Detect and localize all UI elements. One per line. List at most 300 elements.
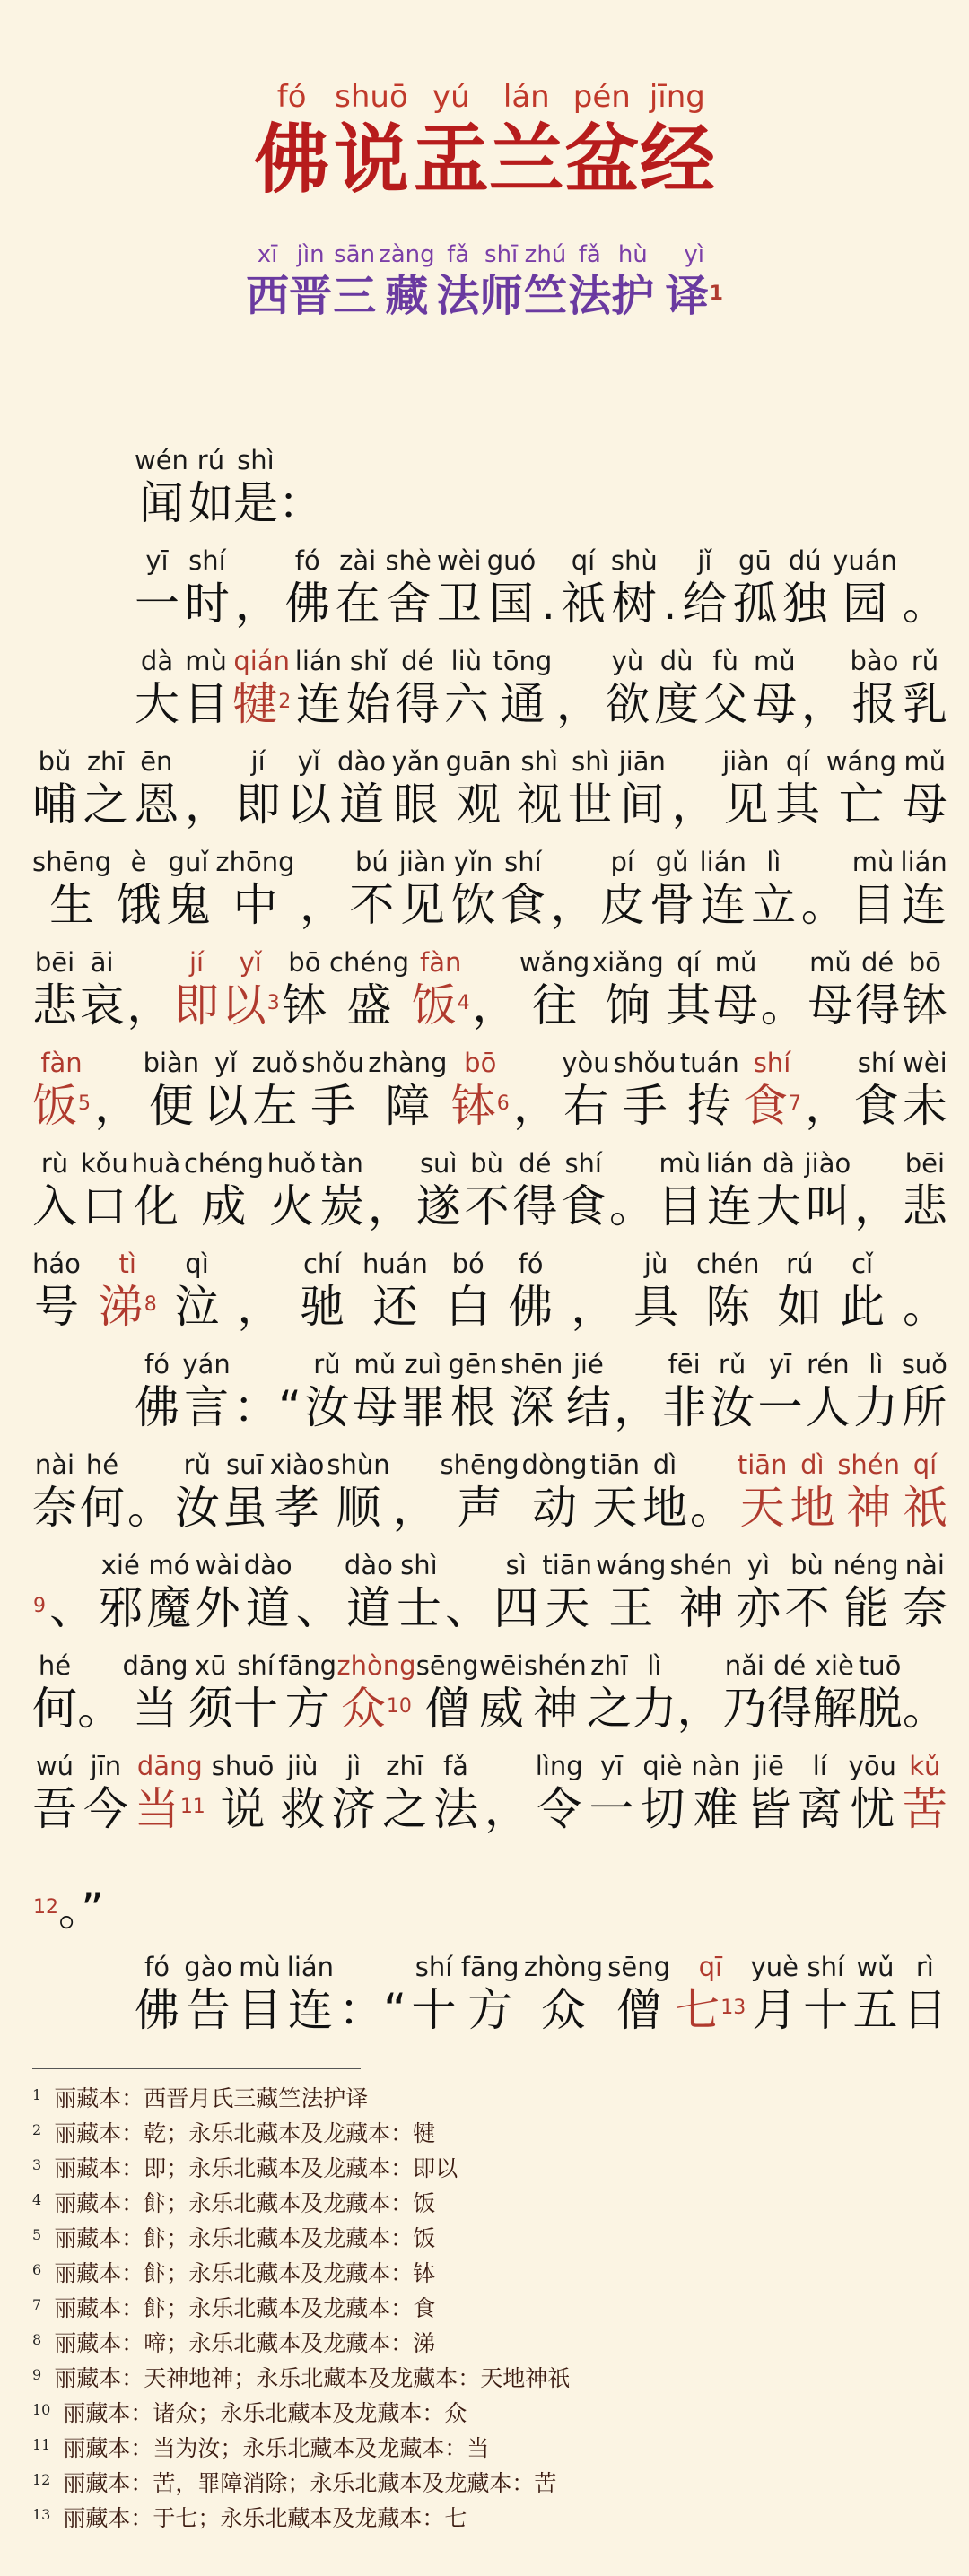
text-char — [472, 947, 517, 1033]
pinyin: guān — [445, 746, 511, 777]
text-char — [650, 847, 694, 933]
text-char — [517, 746, 562, 832]
footnote-marker[interactable]: 12 — [33, 1896, 58, 1919]
text-char — [445, 1550, 490, 1636]
text-char — [691, 1751, 740, 1837]
hanzi: 盂 — [413, 115, 489, 204]
text-char — [855, 947, 900, 1033]
pinyin: yuán — [833, 545, 897, 576]
pinyin: wáng — [596, 1550, 667, 1580]
text-char — [775, 746, 820, 832]
pinyin: gào — [184, 1952, 233, 1982]
text-char — [662, 1349, 707, 1435]
pinyin: wèi — [436, 545, 482, 576]
pinyin: zhī — [590, 1650, 628, 1681]
pinyin: qiè — [642, 1751, 683, 1781]
pinyin: chén — [695, 1249, 760, 1279]
text-char — [853, 1952, 898, 2038]
pinyin: shén — [524, 1650, 587, 1681]
footnote-number: 12 — [32, 2471, 51, 2488]
footnote-marker[interactable]: 4 — [457, 992, 470, 1014]
footnote-number: 2 — [32, 2121, 42, 2138]
footnote-marker[interactable]: 10 — [386, 1695, 412, 1718]
text-char — [399, 847, 446, 933]
hanzi: 神 — [846, 1482, 892, 1534]
text-line — [32, 531, 947, 631]
hanzi: ， — [472, 979, 518, 1031]
hanzi: 钵$^6$ — [450, 1080, 510, 1132]
pinyin — [589, 1249, 598, 1279]
hanzi: 障 — [385, 1080, 431, 1132]
hanzi: 见 — [723, 779, 769, 831]
pinyin: yǐn — [453, 847, 493, 877]
pinyin — [779, 947, 787, 978]
hanzi: 天 — [592, 1482, 638, 1534]
hanzi: 乃 — [721, 1683, 767, 1735]
hanzi: 。 — [760, 979, 806, 1031]
footnote-marker[interactable]: 9 — [33, 1595, 46, 1617]
pinyin: dì — [800, 1449, 825, 1480]
hanzi: 口 — [82, 1180, 127, 1232]
footnote-text: 丽藏本：飰；永乐北藏本及龙藏本：饭 — [54, 2225, 436, 2251]
text-char — [600, 847, 645, 933]
footnote-marker[interactable]: 1 — [709, 283, 723, 305]
hanzi: 晋 — [289, 271, 333, 321]
pinyin: gǔ — [655, 847, 689, 877]
pinyin: lìng — [535, 1751, 583, 1781]
pinyin: jiàn — [398, 847, 447, 877]
pinyin: lián — [705, 1148, 753, 1179]
subtitle-char — [289, 240, 332, 323]
hanzi: 一 — [135, 578, 179, 630]
hanzi: 道 — [345, 1582, 391, 1634]
hanzi: 西 — [246, 271, 290, 321]
pinyin: xié — [100, 1550, 140, 1580]
pinyin: bào — [850, 646, 899, 676]
pinyin: tuō — [858, 1650, 902, 1681]
pinyin: tiān — [589, 1449, 641, 1480]
pinyin: ēn — [140, 746, 173, 777]
title-char — [564, 79, 640, 205]
footnote-item — [32, 2256, 930, 2291]
hanzi: ， — [299, 879, 345, 931]
hanzi: 士 — [396, 1582, 441, 1634]
pinyin: jí — [250, 746, 266, 777]
hanzi: 神 — [532, 1683, 578, 1735]
hanzi: 罪 — [400, 1381, 446, 1433]
hanzi: 连 — [901, 879, 947, 931]
hanzi: ， — [94, 1080, 140, 1132]
pinyin: bù — [790, 1550, 824, 1580]
text-char — [854, 1048, 899, 1134]
hanzi: 大 — [135, 678, 179, 730]
text-char — [127, 1449, 172, 1536]
hanzi: 声 — [457, 1482, 502, 1534]
text-char — [184, 1952, 232, 2038]
hanzi: 饷 — [605, 979, 650, 1031]
pinyin: rù — [40, 1148, 69, 1179]
text-char — [805, 1148, 851, 1234]
hanzi: 悲 — [902, 1180, 947, 1232]
text-char — [619, 746, 666, 832]
text-char — [611, 545, 658, 631]
hanzi: 鬼 — [165, 879, 211, 931]
sutra-body — [32, 431, 947, 2038]
pinyin: jù — [643, 1249, 668, 1279]
text-char — [903, 1449, 947, 1536]
hanzi: 母 — [713, 979, 759, 1031]
hanzi: ： — [277, 477, 323, 529]
text-char — [479, 1650, 524, 1736]
pinyin: jiē — [753, 1751, 784, 1781]
hanzi: 十 — [803, 1984, 849, 2036]
text-char — [751, 847, 796, 933]
text-char — [556, 646, 601, 732]
footnote-marker[interactable]: 5 — [78, 1092, 91, 1115]
hanzi: 闻 — [138, 477, 184, 529]
subtitle-char — [654, 240, 665, 323]
hanzi: 天 — [739, 1482, 785, 1534]
hanzi: 何 — [79, 1482, 125, 1534]
hanzi: ：“ — [338, 1984, 407, 2036]
pinyin: guǐ — [168, 847, 209, 877]
footnote-item — [32, 2431, 930, 2466]
text-char — [461, 1952, 519, 2038]
footnote-marker[interactable]: 2 — [278, 691, 292, 713]
pinyin: jīng — [649, 79, 705, 115]
hanzi: 乳 — [903, 678, 947, 730]
hanzi: 当$^{11}$ — [134, 1783, 205, 1835]
pinyin: zàng — [379, 241, 435, 268]
hanzi: 通 — [500, 678, 546, 730]
text-line — [32, 1837, 947, 1937]
text-char — [713, 947, 758, 1033]
footnote-text: 丽藏本：天神地神；永乐北藏本及龙藏本：天地神祇 — [54, 2365, 571, 2391]
text-char — [722, 746, 769, 832]
text-char — [700, 847, 746, 933]
text-char — [301, 1048, 364, 1134]
pinyin: shén — [669, 1550, 733, 1580]
footnote-marker[interactable]: 3 — [266, 992, 280, 1014]
pinyin: dé — [773, 1650, 807, 1681]
hanzi: 天 — [545, 1582, 590, 1634]
pinyin — [690, 746, 698, 777]
pinyin — [41, 1851, 49, 1882]
hanzi: 饭$^4$ — [411, 979, 470, 1031]
hanzi: 须 — [188, 1683, 233, 1735]
text-char — [282, 947, 327, 1033]
text-char — [451, 1048, 510, 1134]
pinyin: huán — [362, 1249, 428, 1279]
hanzi: 神 — [678, 1582, 724, 1634]
text-char — [134, 746, 179, 832]
pinyin: kǔ — [909, 1751, 941, 1781]
pinyin: shì — [520, 746, 559, 777]
footnote-marker[interactable]: 8 — [144, 1293, 157, 1316]
text-char — [135, 1952, 179, 2038]
hanzi: 眼 — [393, 779, 439, 831]
hanzi: 亡 — [838, 779, 884, 831]
hanzi: 食 — [500, 879, 546, 931]
pinyin: dāng — [136, 1751, 203, 1781]
text-char — [386, 545, 432, 631]
pinyin: shù — [610, 545, 658, 576]
text-char — [568, 746, 613, 832]
hanzi: 何 — [32, 1683, 77, 1735]
pinyin: bēi — [34, 947, 75, 978]
hanzi: 脱 — [857, 1683, 903, 1735]
hanzi: ， — [571, 1281, 616, 1333]
pinyin: shí — [188, 545, 226, 576]
text-char — [215, 847, 294, 933]
footnote-text: 丽藏本：于七；永乐北藏本及龙藏本：七 — [63, 2505, 467, 2531]
hanzi: 见 — [399, 879, 445, 931]
subtitle-char — [332, 240, 377, 323]
pinyin: shǒu — [613, 1048, 677, 1078]
footnote-marker[interactable]: 7 — [788, 1092, 801, 1115]
pinyin: shī — [484, 241, 519, 268]
text-char — [805, 1048, 850, 1134]
footnote-marker[interactable]: 11 — [179, 1796, 205, 1818]
subtitle-char — [666, 240, 723, 323]
text-char — [223, 1449, 267, 1536]
hanzi: 汝 — [174, 1482, 220, 1534]
hanzi: 连 — [700, 879, 746, 931]
pinyin: jǐ — [697, 545, 712, 576]
text-char — [501, 847, 546, 933]
pinyin: shēng — [32, 847, 112, 877]
pinyin: fó — [518, 1249, 544, 1279]
hanzi: ， — [677, 1683, 722, 1735]
footnote-item — [32, 2116, 930, 2151]
text-char — [244, 1550, 292, 1636]
pinyin: lián — [699, 847, 746, 877]
footnote-item — [32, 2151, 930, 2186]
text-char — [710, 1349, 755, 1435]
text-char — [812, 1650, 857, 1736]
pinyin: gēn — [448, 1349, 498, 1379]
footnote-marker[interactable]: 6 — [496, 1092, 510, 1115]
pinyin: jì — [346, 1751, 362, 1781]
hanzi: 饭$^5$ — [32, 1080, 91, 1132]
pinyin — [113, 1048, 121, 1078]
pinyin — [77, 1851, 85, 1882]
hanzi: 遂 — [415, 1180, 461, 1232]
text-line — [32, 431, 947, 531]
hanzi: 佛 — [135, 1381, 179, 1433]
hanzi: 道 — [338, 779, 384, 831]
text-char — [416, 1650, 479, 1736]
pinyin: néng — [833, 1550, 899, 1580]
pinyin: shì — [572, 746, 609, 777]
text-char — [903, 1550, 947, 1636]
hanzi: ， — [614, 1381, 659, 1433]
text-char — [690, 1449, 735, 1536]
text-char — [854, 1148, 899, 1234]
hanzi: 之 — [587, 1683, 633, 1735]
footnote-marker[interactable]: 13 — [720, 1997, 746, 2019]
hanzi: 魔 — [146, 1582, 192, 1634]
pinyin: shí — [753, 1048, 791, 1078]
hanzi: ：“ — [233, 1381, 302, 1433]
footnote-item — [32, 2326, 930, 2361]
hanzi: 母 — [808, 979, 853, 1031]
text-char — [851, 847, 895, 933]
hanzi: ， — [805, 1080, 851, 1132]
pinyin: shǒu — [301, 1048, 365, 1078]
text-char — [654, 646, 699, 732]
hanzi: 汝 — [710, 1381, 755, 1433]
footnote-number: 8 — [32, 2331, 42, 2348]
text-char — [188, 1650, 233, 1736]
text-char — [336, 1650, 415, 1736]
footnotes — [32, 2081, 930, 2536]
text-char — [345, 1550, 393, 1636]
text-char — [267, 1148, 317, 1234]
pinyin: bó — [451, 1249, 484, 1279]
text-char — [609, 1148, 654, 1234]
text-char — [562, 1048, 609, 1134]
hanzi: 三 — [333, 271, 377, 321]
text-char — [722, 1650, 767, 1736]
hanzi: 间 — [619, 779, 665, 831]
text-char — [278, 1650, 336, 1736]
text-char — [80, 947, 125, 1033]
pinyin: wǔ — [856, 1952, 895, 1982]
text-line — [32, 1033, 947, 1134]
hanzi: 奈 — [902, 1582, 947, 1634]
hanzi: 左 — [252, 1080, 298, 1132]
text-char — [280, 1751, 325, 1837]
hanzi: 连 — [287, 1984, 333, 2036]
text-char — [135, 1349, 179, 1435]
hanzi: 兰 — [488, 115, 564, 204]
pinyin — [921, 1249, 929, 1279]
subtitle-char — [437, 240, 480, 323]
footnote-number: 13 — [32, 2506, 51, 2523]
pinyin: wǎng — [519, 947, 590, 978]
pinyin: dào — [344, 1550, 393, 1580]
pinyin: qí — [785, 746, 810, 777]
text-char — [849, 1751, 896, 1837]
pinyin: mó — [148, 1550, 190, 1580]
pinyin: bù — [470, 1148, 503, 1179]
hanzi: 日 — [902, 1984, 947, 2036]
text-char — [144, 1048, 200, 1134]
title-char — [329, 79, 414, 205]
text-char — [536, 1751, 583, 1837]
hanzi: 即 — [235, 779, 281, 831]
pinyin: fǎ — [578, 241, 601, 268]
text-char — [286, 746, 331, 832]
text-char — [633, 1249, 678, 1335]
text-char — [212, 1751, 275, 1837]
hanzi: 便 — [148, 1080, 194, 1132]
hanzi: 人 — [805, 1381, 851, 1433]
hanzi: 译$^1$ — [665, 271, 723, 321]
text-char — [833, 545, 897, 631]
text-char — [761, 947, 806, 1033]
text-char — [903, 1751, 947, 1837]
hanzi: 即 — [174, 979, 220, 1031]
pinyin: tiān — [737, 1449, 788, 1480]
pinyin: bú — [354, 847, 388, 877]
hanzi: 深 — [509, 1381, 554, 1433]
hanzi: 具 — [633, 1281, 679, 1333]
hanzi: 中 — [232, 879, 278, 931]
hanzi: 以 — [286, 779, 332, 831]
text-char — [146, 1550, 191, 1636]
pinyin: jìn — [296, 241, 325, 268]
pinyin: rǔ — [183, 1449, 211, 1480]
text-char — [184, 1148, 264, 1234]
text-char — [287, 1952, 334, 2038]
hanzi: 力 — [632, 1683, 677, 1735]
text-char — [732, 545, 777, 631]
hanzi: 。 — [609, 1180, 655, 1232]
hanzi: 皮 — [599, 879, 645, 931]
pinyin: jí — [188, 947, 205, 978]
text-char — [278, 445, 323, 531]
text-char — [858, 1650, 903, 1736]
text-char — [99, 1249, 157, 1335]
pinyin: yòu — [562, 1048, 610, 1078]
text-char — [331, 1751, 376, 1837]
text-char — [132, 1148, 181, 1234]
text-char — [658, 1148, 703, 1234]
hanzi: 一 — [589, 1783, 634, 1835]
text-char — [782, 545, 827, 631]
text-char — [392, 746, 440, 832]
pinyin: dà — [140, 646, 174, 676]
hanzi: ， — [484, 1783, 529, 1835]
pinyin: liù — [450, 646, 483, 676]
text-char — [642, 1449, 687, 1536]
text-char — [589, 1449, 640, 1536]
hanzi: 竺 — [523, 271, 567, 321]
pinyin: huà — [131, 1148, 181, 1179]
pinyin: qí — [677, 947, 701, 978]
pinyin: rǔ — [718, 1349, 746, 1379]
hanzi: 非 — [661, 1381, 707, 1433]
hanzi: ， — [854, 1180, 900, 1232]
pinyin: zhàng — [368, 1048, 448, 1078]
hanzi: 目 — [851, 879, 896, 931]
text-line — [32, 732, 947, 832]
text-char — [706, 1148, 753, 1234]
text-char — [393, 1449, 438, 1536]
hanzi: 。 — [902, 1281, 947, 1333]
text-char — [98, 1550, 143, 1636]
hanzi: 法 — [568, 271, 612, 321]
hanzi: ， — [127, 979, 172, 1031]
pinyin: rǔ — [313, 1349, 341, 1379]
hanzi: 目 — [183, 678, 229, 730]
footnote-text: 丽藏本：西晋月氏三藏竺法护译 — [54, 2085, 369, 2111]
hanzi: 不 — [784, 1582, 830, 1634]
text-char — [440, 1449, 519, 1536]
pinyin: yì — [746, 1550, 771, 1580]
pinyin: jiàn — [722, 746, 770, 777]
pinyin: mǔ — [354, 1349, 397, 1379]
pinyin: wáng — [825, 746, 897, 777]
hanzi: 树 — [611, 578, 657, 630]
text-char — [901, 847, 947, 933]
text-char — [592, 947, 664, 1033]
hanzi: 济 — [331, 1783, 377, 1835]
text-char — [519, 947, 589, 1033]
pinyin: yú — [432, 79, 470, 115]
